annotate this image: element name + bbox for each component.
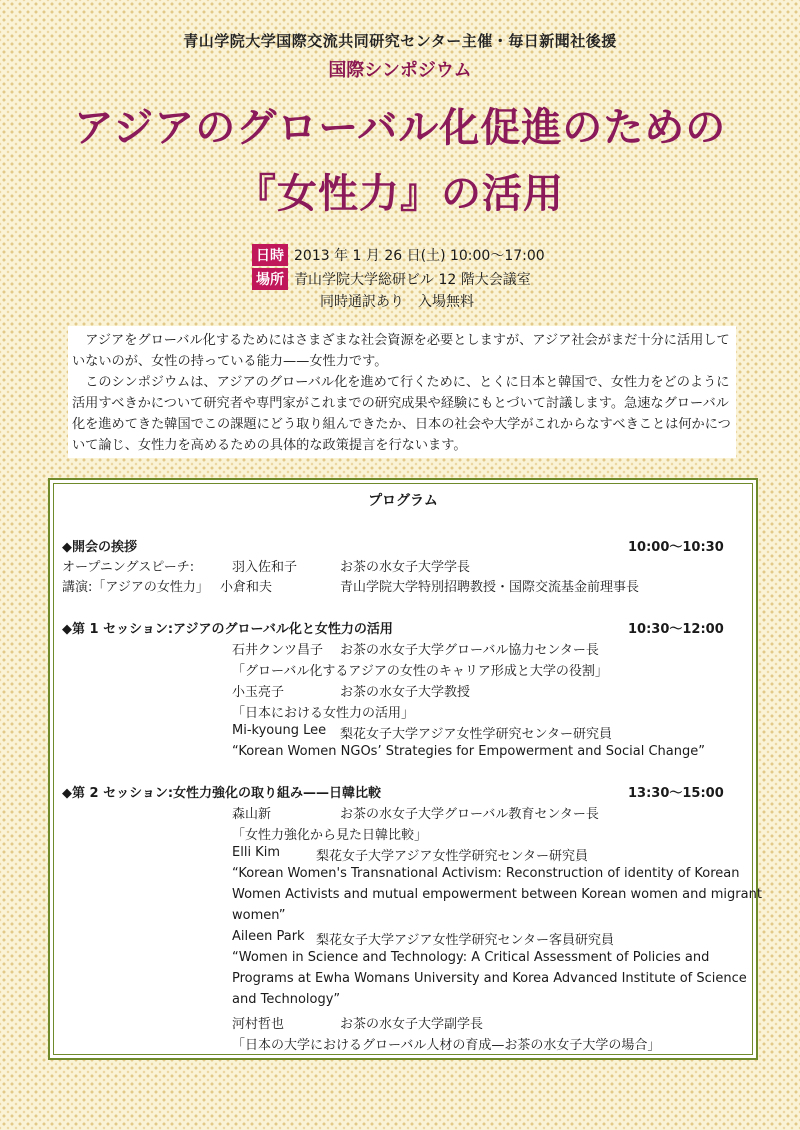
s2-speaker-3-talk-2: Programs at Ewha Womans University and Korea Advanced Institute of Science	[232, 971, 747, 986]
program-title: プログラム	[368, 493, 438, 509]
event-venue-row	[252, 268, 531, 290]
s2-speaker-4-name: 河村哲也	[232, 1017, 285, 1032]
s1-speaker-3-name: Mi-kyoung Lee	[232, 723, 327, 738]
venue-badge: 場所	[252, 268, 288, 290]
intro-box	[68, 326, 736, 458]
s2-speaker-1-name: 森山新	[232, 807, 272, 822]
s2-speaker-2-talk-3: women”	[232, 908, 286, 923]
intro-paragraph-2: このシンポジウムは、アジアのグローバル化を進めて行くために、とくに日本と韓国で、女性力をどのように活用すべきかについて研究者や専門家がこれまでの研究成果や経験にもとづいて討議します。急速なグローバル化を進めてきた韓国でこの課題にどう取り組んできたか、日本の社会や大学がこれからなすべきことは何かについて論じ、女性力を高めるための具体的な政策提言を行ないます。	[72, 375, 731, 453]
opening-affil-2: 青山学院大学特別招聘教授・国際交流基金前理事長	[340, 580, 640, 595]
s2-speaker-1-talk: 「女性力強化から見た日韓比較」	[232, 828, 428, 843]
session1-heading: ◆第 1 セッション:アジアのグローバル化と女性力の活用	[62, 622, 393, 637]
opening-heading: ◆開会の挨拶	[62, 540, 137, 555]
s2-speaker-3-affil: 梨花女子大学アジア女性学研究センター客員研究員	[316, 933, 614, 948]
s2-speaker-4-affil: お茶の水女子大学副学長	[340, 1017, 484, 1032]
opening-role-1: オープニングスピーチ:	[62, 560, 195, 575]
s2-speaker-3-talk-1: “Women in Science and Technology: A Critical Assessment of Policies and	[232, 950, 710, 965]
s2-speaker-2-affil: 梨花女子大学アジア女性学研究センター研究員	[316, 849, 588, 864]
s2-speaker-3-name: Aileen Park	[232, 929, 305, 944]
intro-paragraph-1: アジアをグローバル化するためにはさまざまな社会資源を必要としますが、アジア社会がまだ十分に活用していないのが、女性の持っている能力——女性力です。	[72, 333, 730, 369]
opening-role-2: 講演:「アジアの女性力」	[62, 580, 209, 595]
date-value: 2013 年 1 月 26 日(土) 10:00～17:00	[294, 248, 545, 264]
event-note: 同時通訳あり 入場無料	[320, 294, 474, 310]
main-title-line2: 『女性力』の活用	[236, 171, 564, 217]
opening-affil-1: お茶の水女子大学学長	[340, 560, 471, 575]
program-box	[48, 478, 762, 1060]
symposium-label: 国際シンポジウム	[328, 60, 472, 81]
s1-speaker-3-talk: “Korean Women NGOs’ Strategies for Empowerment and Social Change”	[232, 744, 705, 759]
s1-speaker-3-affil: 梨花女子大学アジア女性学研究センター研究員	[340, 727, 612, 742]
s2-speaker-1-affil: お茶の水女子大学グローバル教育センター長	[340, 807, 599, 822]
date-badge: 日時	[252, 244, 288, 266]
session1-time: 10:30～12:00	[628, 622, 724, 637]
s1-speaker-1-talk: 「グローバル化するアジアの女性のキャリア形成と大学の役割」	[232, 664, 608, 679]
main-title-line1: アジアのグローバル化促進のための	[73, 105, 727, 151]
s1-speaker-2-talk: 「日本における女性力の活用」	[232, 706, 415, 721]
s2-speaker-3-talk-3: and Technology”	[232, 992, 341, 1007]
opening-time: 10:00～10:30	[628, 540, 724, 555]
opening-name-2: 小倉和夫	[220, 580, 273, 595]
s2-speaker-2-talk-2: Women Activists and mutual empowerment between Korean women and migrant	[232, 887, 762, 902]
s1-speaker-1-name: 石井クンツ昌子	[232, 643, 324, 658]
s1-speaker-1-affil: お茶の水女子大学グローバル協力センター長	[340, 643, 599, 658]
s2-speaker-2-name: Elli Kim	[232, 845, 280, 860]
session2-heading: ◆第 2 セッション:女性力強化の取り組み——日韓比較	[62, 786, 382, 801]
opening-name-1: 羽入佐和子	[232, 560, 298, 575]
venue-value: 青山学院大学総研ビル 12 階大会議室	[294, 272, 531, 288]
s2-speaker-2-talk-1: “Korean Women's Transnational Activism: Reconstruction of identity of Korean	[232, 866, 740, 881]
s2-speaker-4-talk: 「日本の大学におけるグローバル人材の育成—お茶の水女子大学の場合」	[232, 1038, 661, 1053]
sponsor-line: 青山学院大学国際交流共同研究センター主催・毎日新聞社後援	[183, 32, 617, 50]
s1-speaker-2-name: 小玉亮子	[232, 685, 285, 700]
s1-speaker-2-affil: お茶の水女子大学教授	[340, 685, 471, 700]
session2-time: 13:30～15:00	[628, 786, 724, 801]
event-date-row	[252, 244, 545, 266]
